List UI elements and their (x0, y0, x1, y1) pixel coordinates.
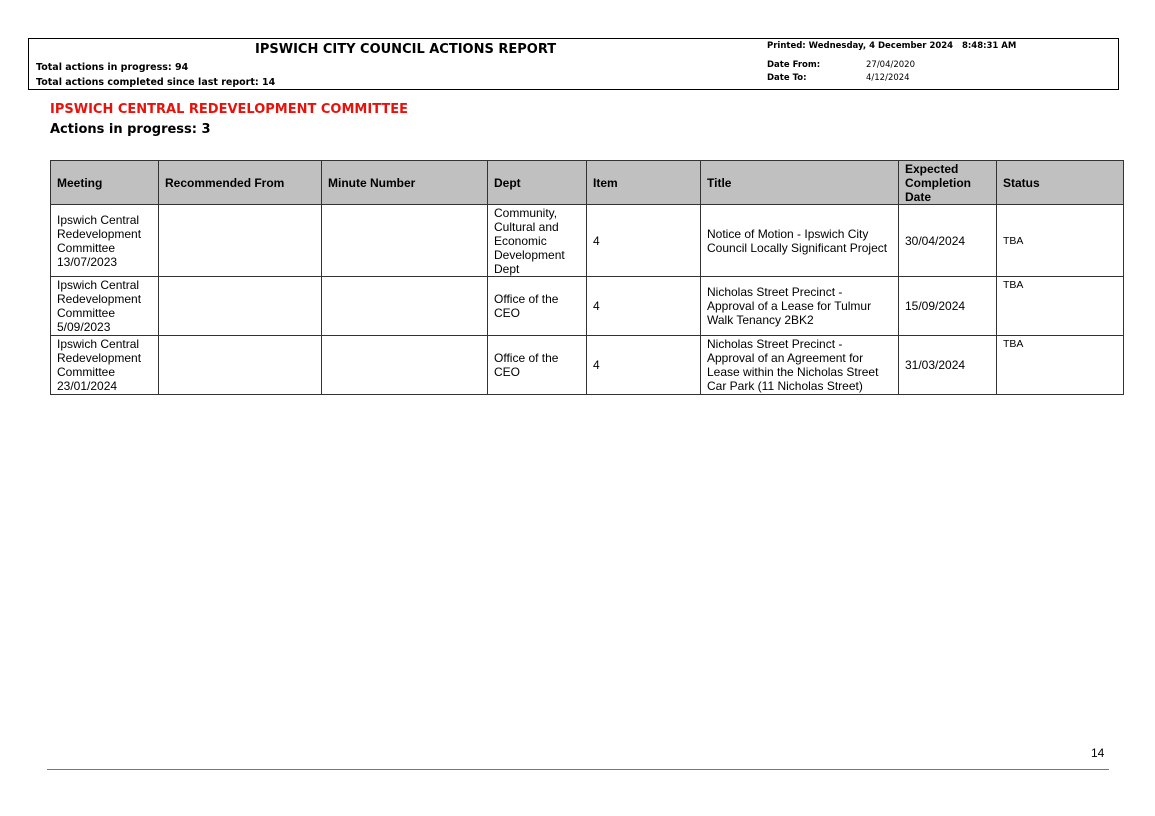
table-row (51, 277, 1124, 336)
date-from-label: Date From: (767, 60, 821, 70)
committee-title: IPSWICH CENTRAL REDEVELOPMENT COMMITTEE (50, 102, 408, 117)
status-cell: TBA (997, 277, 1124, 336)
minute-number-cell (322, 277, 488, 336)
status-cell: TBA (997, 336, 1124, 395)
item-cell: 4 (587, 277, 701, 336)
total-actions-in-progress: Total actions in progress: 94 (36, 62, 189, 73)
column-header-dept: Dept (488, 161, 587, 205)
title-cell: Nicholas Street Precinct - Approval of an Agreement for Lease within the Nicholas Street Car Park (11 Nicholas Street) (701, 336, 899, 395)
title-cell: Nicholas Street Precinct - Approval of a Lease for Tulmur Walk Tenancy 2BK2 (701, 277, 899, 336)
dept-cell: Community, Cultural and Economic Development Dept (488, 205, 587, 277)
item-cell: 4 (587, 205, 701, 277)
actions-table (50, 160, 1124, 395)
column-header-title: Title (701, 161, 899, 205)
meeting-cell: Ipswich Central Redevelopment Committee 5/09/2023 (51, 277, 159, 336)
expected-completion-cell: 31/03/2024 (899, 336, 997, 395)
date-from-value: 27/04/2020 (866, 60, 915, 70)
table-row (51, 205, 1124, 277)
table-header-row (51, 161, 1124, 205)
report-header (28, 38, 1119, 90)
column-header-item: Item (587, 161, 701, 205)
recommended-from-cell (159, 336, 322, 395)
column-header-recommended-from: Recommended From (159, 161, 322, 205)
expected-completion-cell: 30/04/2024 (899, 205, 997, 277)
table-row (51, 336, 1124, 395)
footer-divider (47, 769, 1109, 770)
date-to-value: 4/12/2024 (866, 73, 910, 83)
minute-number-cell (322, 205, 488, 277)
recommended-from-cell (159, 205, 322, 277)
column-header-minute-number: Minute Number (322, 161, 488, 205)
committee-actions-count: Actions in progress: 3 (50, 122, 211, 137)
page-number: 14 (1091, 746, 1105, 760)
column-header-meeting: Meeting (51, 161, 159, 205)
column-header-expected-completion: Expected Completion Date (899, 161, 997, 205)
meeting-cell: Ipswich Central Redevelopment Committee 23/01/2024 (51, 336, 159, 395)
expected-completion-cell: 15/09/2024 (899, 277, 997, 336)
item-cell: 4 (587, 336, 701, 395)
printed-timestamp: Printed: Wednesday, 4 December 2024 8:48:31 AM (767, 41, 1017, 51)
dept-cell: Office of the CEO (488, 277, 587, 336)
report-title: IPSWICH CITY COUNCIL ACTIONS REPORT (255, 42, 557, 57)
dept-cell: Office of the CEO (488, 336, 587, 395)
total-actions-completed: Total actions completed since last report: 14 (36, 77, 276, 88)
column-header-status: Status (997, 161, 1124, 205)
minute-number-cell (322, 336, 488, 395)
title-cell: Notice of Motion - Ipswich City Council Locally Significant Project (701, 205, 899, 277)
date-to-label: Date To: (767, 73, 807, 83)
status-cell: TBA (997, 205, 1124, 277)
meeting-cell: Ipswich Central Redevelopment Committee 13/07/2023 (51, 205, 159, 277)
recommended-from-cell (159, 277, 322, 336)
